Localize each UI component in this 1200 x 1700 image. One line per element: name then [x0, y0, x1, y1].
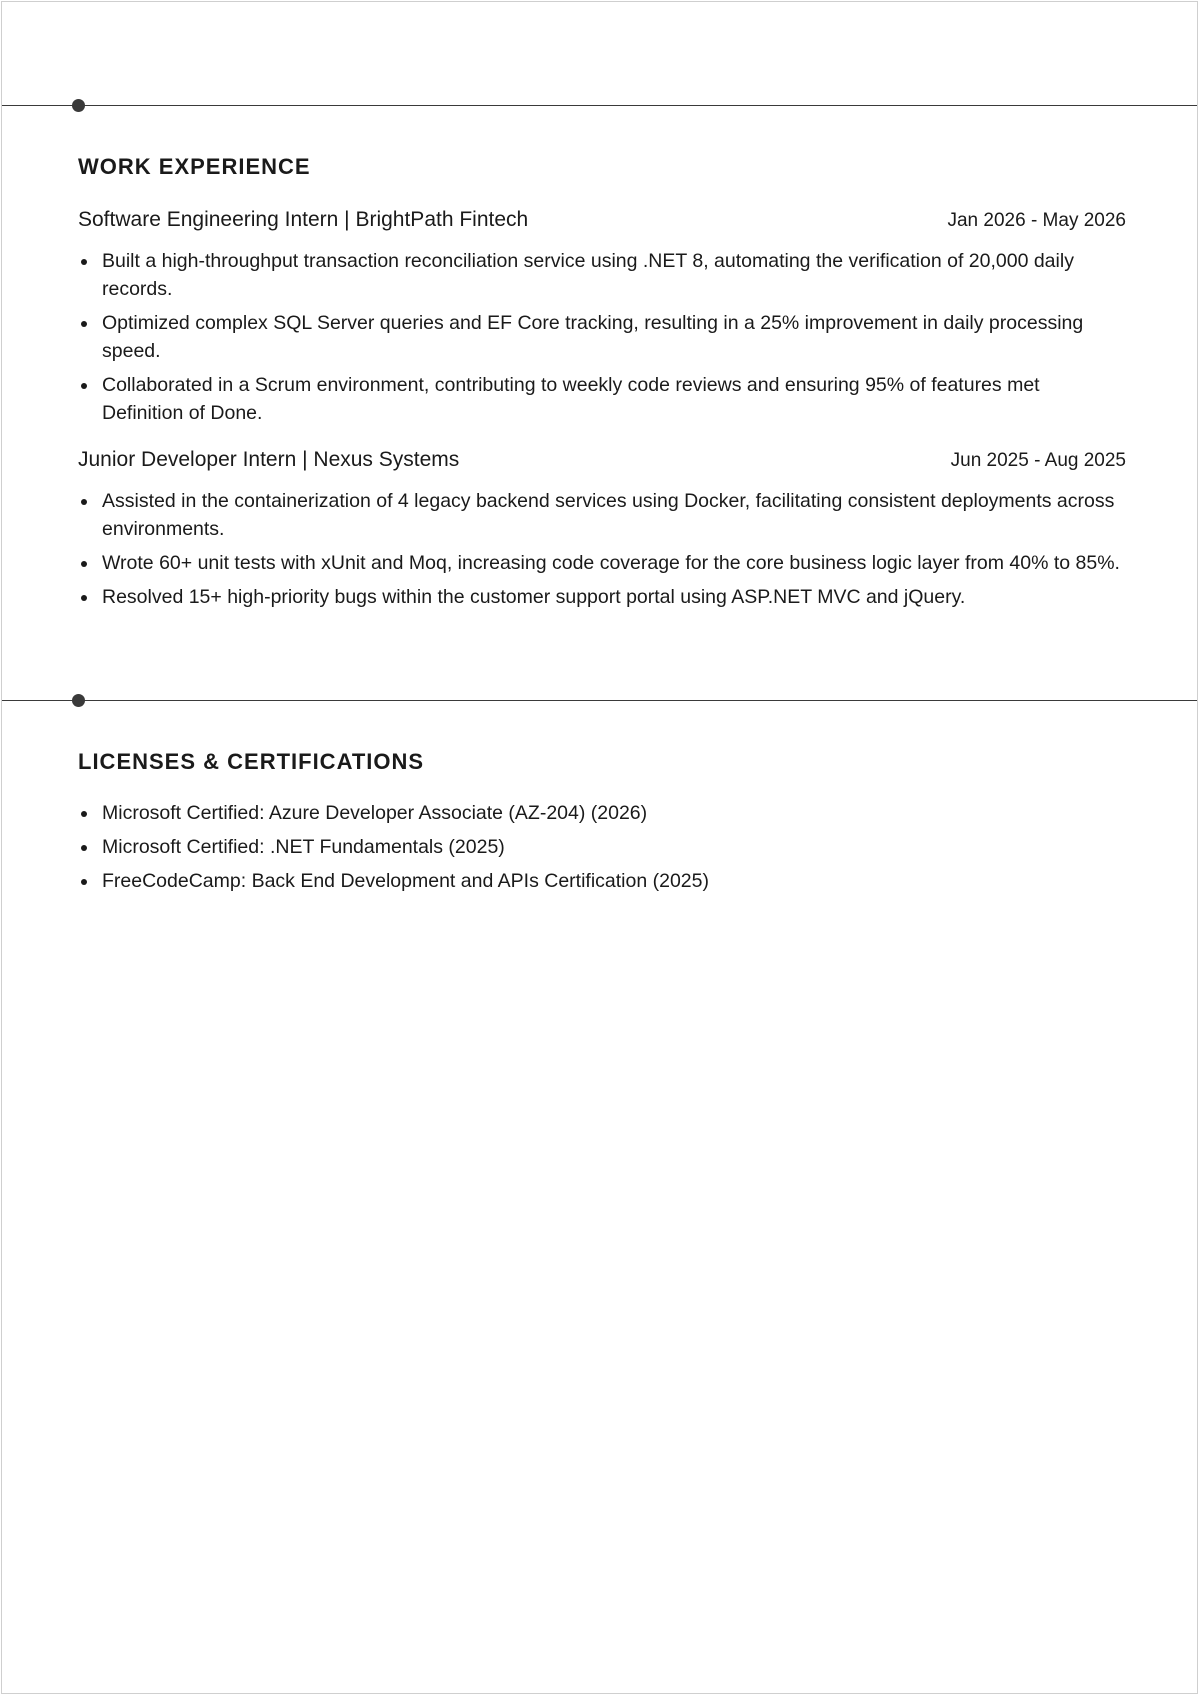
section-divider-certifications [2, 700, 1197, 701]
job-bullet-list [78, 487, 1126, 611]
resume-page [1, 1, 1198, 1694]
job-entry [78, 206, 1126, 427]
job-bullet: Collaborated in a Scrum environment, contributing to weekly code reviews and ensuring 95% of features met Definition of Done. [102, 371, 1126, 427]
job-dates: Jan 2026 - May 2026 [947, 210, 1126, 231]
certifications-section [78, 748, 1126, 895]
section-divider-work [2, 105, 1197, 106]
certification-item: Microsoft Certified: .NET Fundamentals (2025) [102, 833, 1126, 861]
section-title-certifications: LICENSES & CERTIFICATIONS [78, 749, 425, 774]
job-dates: Jun 2025 - Aug 2025 [950, 450, 1126, 471]
job-header [78, 206, 1126, 235]
divider-dot [72, 694, 85, 707]
job-bullet: Built a high-throughput transaction reconciliation service using .NET 8, automating the verification of 20,000 daily records. [102, 247, 1126, 303]
job-bullet: Resolved 15+ high-priority bugs within the customer support portal using ASP.NET MVC and jQuery. [102, 583, 1126, 611]
certification-list [78, 799, 1126, 895]
divider-dot [72, 99, 85, 112]
certification-item: FreeCodeCamp: Back End Development and APIs Certification (2025) [102, 867, 1126, 895]
certification-item: Microsoft Certified: Azure Developer Associate (AZ-204) (2026) [102, 799, 1126, 827]
job-header [78, 446, 1126, 475]
job-bullet: Assisted in the containerization of 4 legacy backend services using Docker, facilitating consistent deployments across environments. [102, 487, 1126, 543]
job-bullet-list [78, 247, 1126, 427]
section-title-work-experience: WORK EXPERIENCE [78, 154, 311, 179]
job-title: Junior Developer Intern | Nexus Systems [78, 448, 460, 471]
job-bullet: Wrote 60+ unit tests with xUnit and Moq, increasing code coverage for the core business logic layer from 40% to 85%. [102, 549, 1126, 577]
job-title: Software Engineering Intern | BrightPath Fintech [78, 208, 529, 231]
work-experience-section [78, 153, 1126, 611]
job-bullet: Optimized complex SQL Server queries and EF Core tracking, resulting in a 25% improvement in daily processing speed. [102, 309, 1126, 365]
job-entry [78, 446, 1126, 611]
